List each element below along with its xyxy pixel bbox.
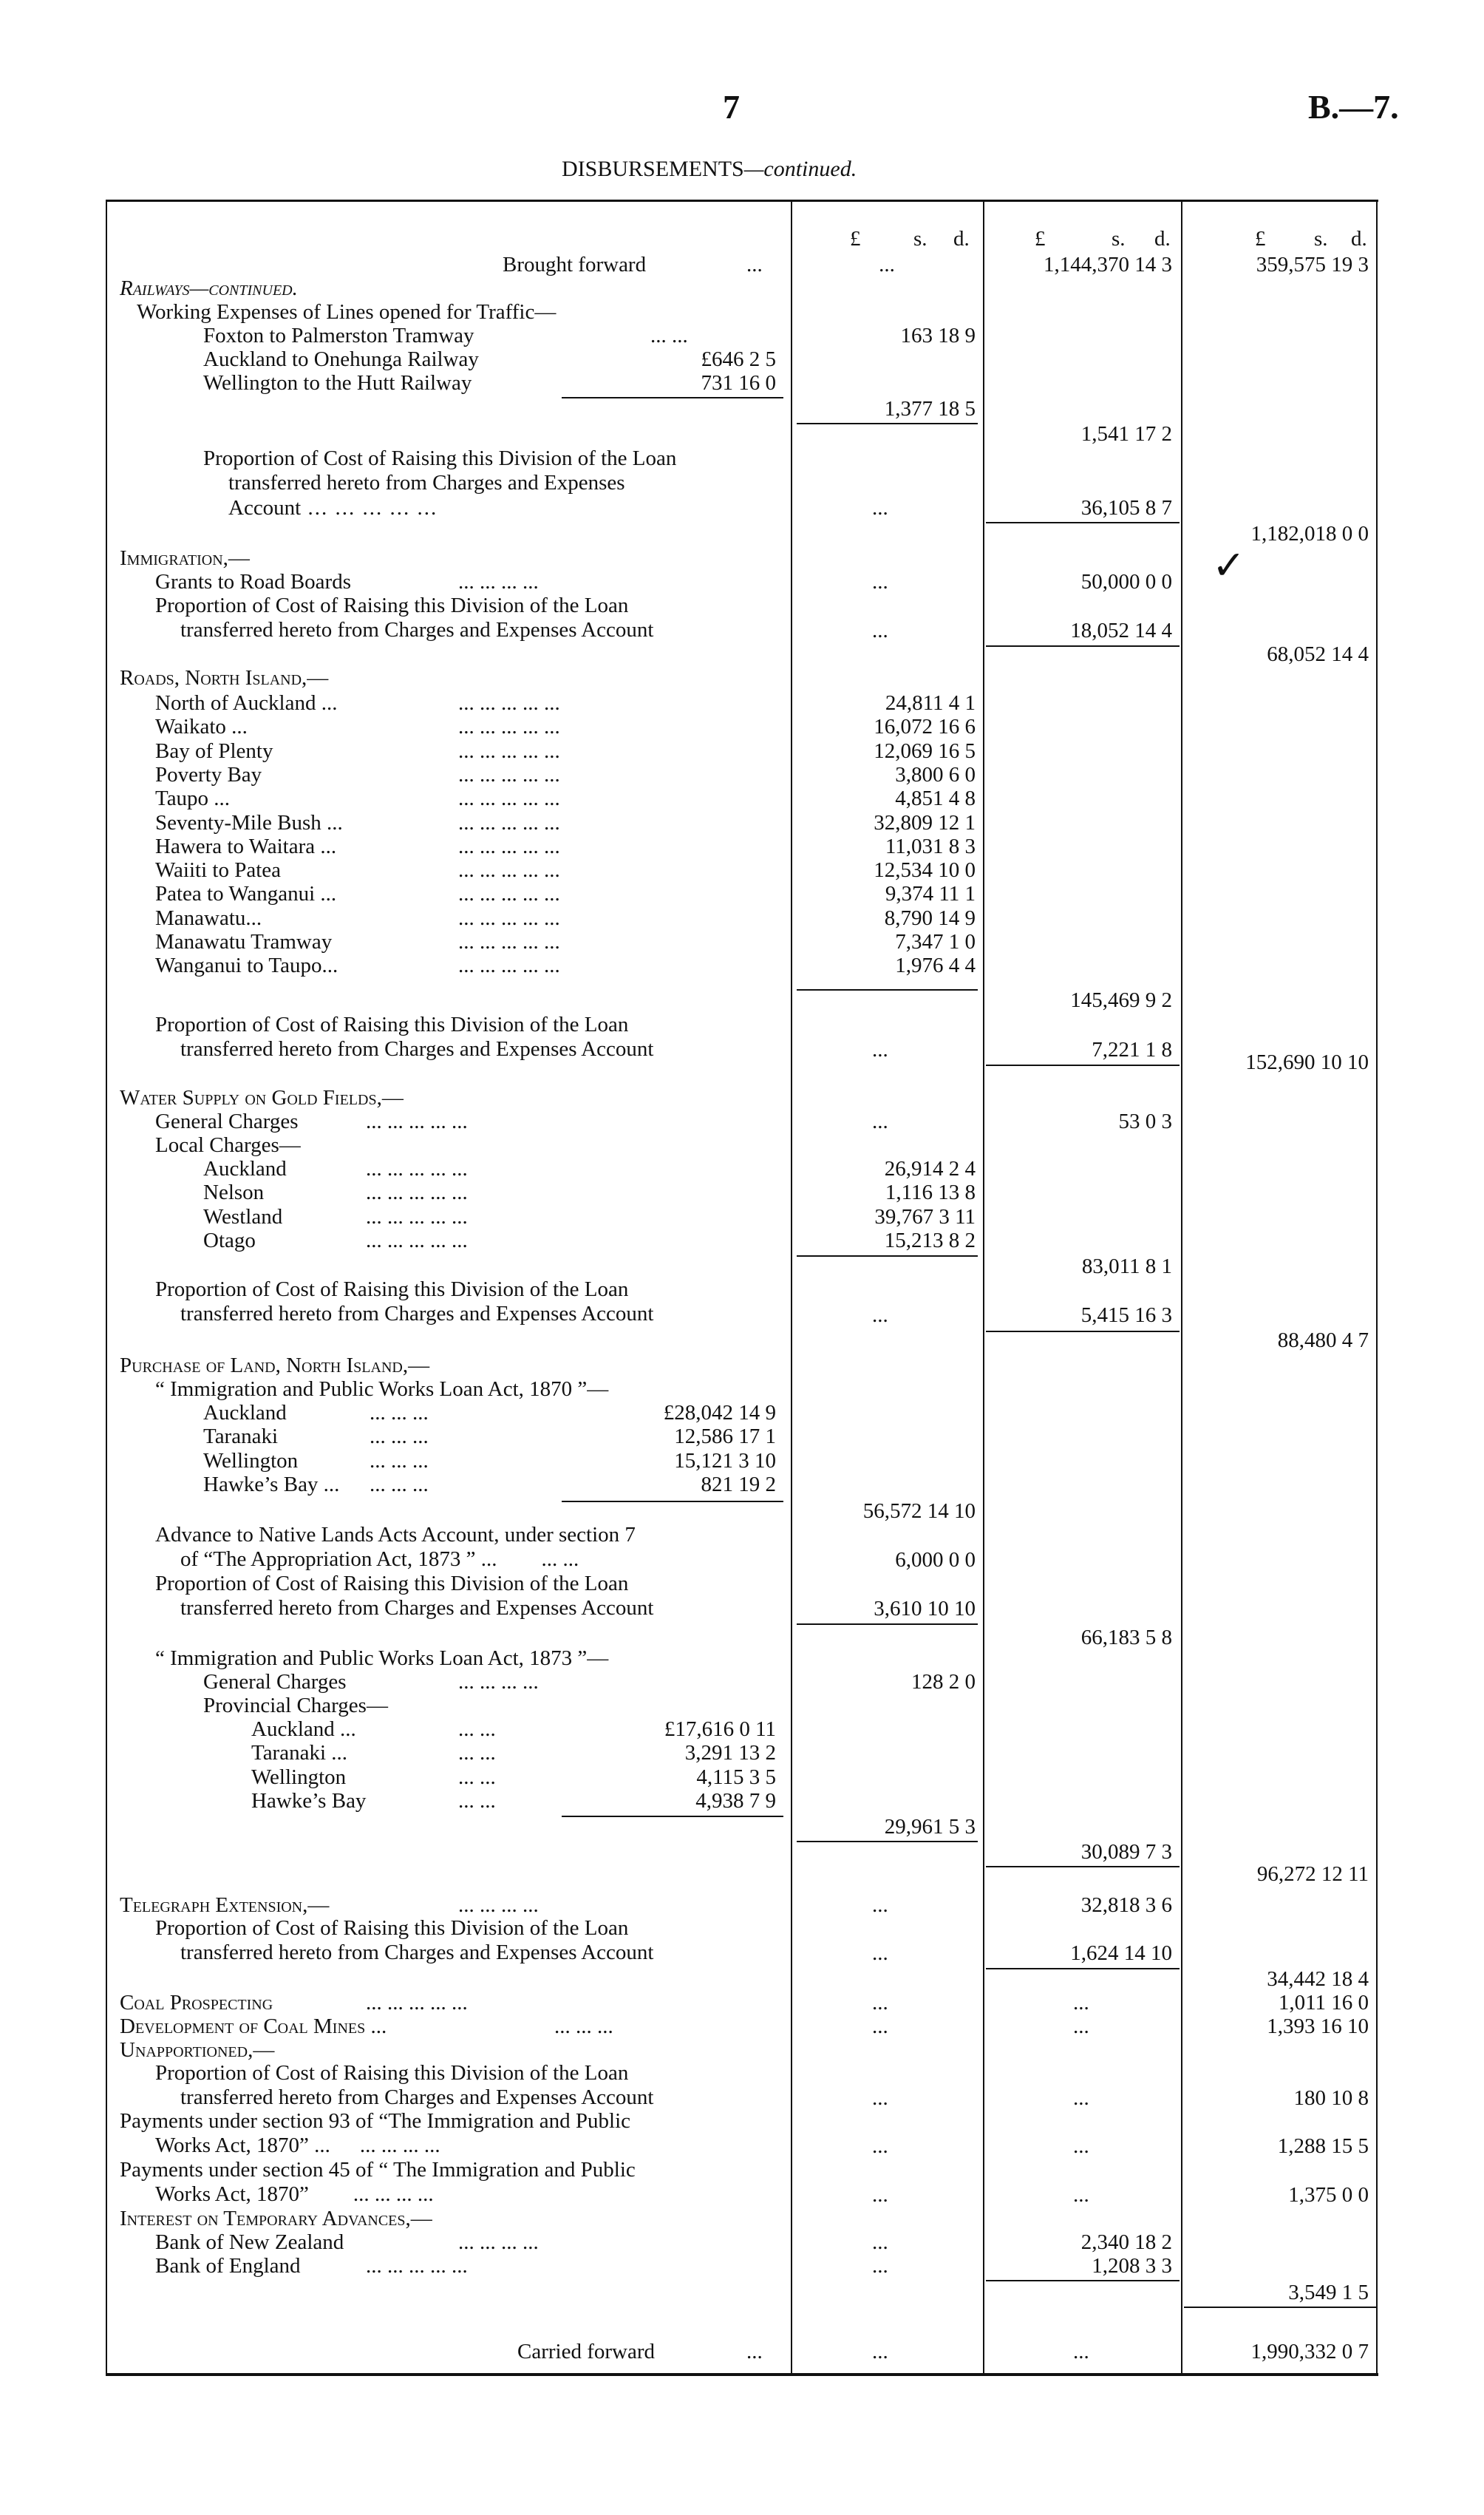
payments93-c1: ...: [872, 2134, 888, 2158]
purchase-sub-c2: 66,183 5 8: [1080, 1626, 1172, 1649]
telegraph-heading: Telegraph Extension,—: [120, 1893, 330, 1917]
roads-item-c1: 1,976 4 4: [895, 954, 976, 978]
water-item-dots: ... ... ... ... ...: [366, 1228, 468, 1252]
interest-nz-c1: ...: [872, 2230, 888, 2254]
telegraph-total-c3: 34,442 18 4: [1267, 1967, 1369, 1991]
purchase-total-c3: 96,272 12 11: [1256, 1862, 1369, 1886]
purchase-1870-item-inner: 15,121 3 10: [674, 1448, 776, 1473]
purchase-1870-item-inner: £28,042 14 9: [663, 1401, 776, 1425]
railways-total-c3: 1,182,018 0 0: [1250, 522, 1369, 546]
immigration-grants-label: Grants to Road Boards: [155, 570, 351, 594]
purchase-1873-item-inner: 4,115 3 5: [696, 1765, 776, 1789]
coal-prospecting-dots: ... ... ... ... ...: [366, 1991, 468, 2015]
water-item-dots: ... ... ... ... ...: [366, 1181, 468, 1205]
page-title: [562, 157, 857, 182]
roads-item-label: North of Auckland ...: [155, 691, 338, 715]
unapportioned-prop-line-1: Proportion of Cost of Raising this Division of the Loan: [155, 2061, 629, 2085]
purchase-1870-sub-c1: 56,572 14 10: [862, 1499, 976, 1523]
roads-item-dots: ... ... ... ... ...: [458, 762, 560, 787]
unapportioned-heading: Unapportioned,—: [120, 2038, 275, 2062]
roads-item-dots: ... ... ... ... ...: [458, 787, 560, 811]
purchase-general-label: General Charges: [203, 1670, 347, 1694]
immigration-grants-c1: ...: [872, 570, 888, 594]
purchase-heading: Purchase of Land, North Island,—: [120, 1354, 430, 1377]
purchase-1873-inner-rule: [562, 1816, 783, 1817]
railways-wellington-label: Wellington to the Hutt Railway: [203, 371, 472, 395]
telegraph-prop-line-1: Proportion of Cost of Raising this Division of the Loan: [155, 1916, 629, 1940]
payments45-c2: ...: [1073, 2183, 1089, 2207]
payments45-act: Works Act, 1870”: [155, 2182, 309, 2206]
col-rule-2: [983, 200, 984, 2373]
purchase-1873-item-label: Auckland ...: [251, 1717, 356, 1741]
roads-item-label: Manawatu Tramway: [155, 930, 333, 954]
railways-prop-account: Account: [228, 496, 302, 520]
water-item-dots: ... ... ... ... ...: [366, 1157, 468, 1181]
purchase-1873-item-label: Taranaki ...: [251, 1741, 348, 1765]
interest-eng-label: Bank of England: [155, 2254, 301, 2278]
roads-item-label: Manawatu...: [155, 906, 262, 930]
purchase-1873-item-dots: ... ...: [458, 1765, 496, 1789]
purchase-1873-item-label: Hawke’s Bay: [251, 1788, 367, 1813]
purchase-1873-c1-rule: [797, 1841, 978, 1842]
roads-item-dots: ... ... ... ... ...: [458, 906, 560, 930]
payments45-dots: ... ... ... ...: [353, 2182, 434, 2206]
purchase-prop-c1: 3,610 10 10: [874, 1597, 976, 1620]
coal-prospecting-c3: 1,011 16 0: [1278, 1991, 1369, 2015]
col2-shilling: s.: [1112, 227, 1126, 251]
table-top-rule: [106, 200, 1378, 202]
telegraph-dots: ... ... ... ...: [458, 1893, 539, 1917]
roads-item-dots: ... ... ... ... ...: [458, 930, 560, 954]
water-item-label: Nelson: [203, 1181, 265, 1205]
purchase-provincial: Provincial Charges—: [203, 1694, 388, 1717]
water-local-heading: Local Charges—: [155, 1133, 301, 1157]
purchase-1873-item-label: Wellington: [251, 1765, 347, 1789]
roads-item-c1: 12,069 16 5: [874, 739, 976, 763]
railways-working: Working Expenses of Lines opened for Traffic—: [137, 300, 556, 324]
roads-item-c1: 8,790 14 9: [884, 906, 976, 930]
interest-c2-rule: [986, 2280, 1180, 2281]
payments93-c2: ...: [1073, 2134, 1089, 2158]
col1-pence: d.: [953, 227, 970, 251]
railways-foxton-label: Foxton to Palmerston Tramway: [203, 324, 474, 347]
unapportioned-c1: ...: [872, 2086, 888, 2110]
purchase-advance-line-1: Advance to Native Lands Acts Account, under section 7: [155, 1523, 636, 1547]
brought-forward-dots: ...: [746, 253, 763, 276]
roads-item-c1: 9,374 11 1: [885, 882, 976, 906]
railways-prop-c1: ...: [872, 496, 888, 520]
roads-item-label: Bay of Plenty: [155, 739, 273, 763]
payments93-line-1: Payments under section 93 of “The Immigration and Public: [120, 2109, 631, 2133]
roads-sub-c2: 145,469 9 2: [1070, 988, 1172, 1012]
purchase-prop-line-1: Proportion of Cost of Raising this Division of the Loan: [155, 1572, 629, 1595]
col3-pence: d.: [1351, 227, 1367, 251]
payments93-line-2: [120, 2134, 777, 2158]
col3-pound: £: [1255, 227, 1266, 251]
purchase-1873-item-dots: ... ...: [458, 1741, 496, 1765]
roads-item-c1: 32,809 12 1: [874, 810, 976, 835]
unapportioned-prop-line-2: transferred hereto from Charges and Expenses Account: [180, 2085, 654, 2109]
immigration-total-c3: 68,052 14 4: [1267, 642, 1369, 666]
coal-mines-c2: ...: [1073, 2015, 1089, 2038]
col1-shilling: s.: [913, 227, 928, 251]
purchase-advance-text: [155, 1523, 813, 1572]
purchase-advance-act: of “The Appropriation Act, 1873 ” ...: [180, 1547, 497, 1571]
water-c2-rule: [986, 1331, 1180, 1332]
brought-forward-c1: ...: [879, 253, 895, 276]
roads-item-dots: ... ... ... ... ...: [458, 739, 560, 763]
interest-eng-dots: ... ... ... ... ...: [366, 2254, 468, 2278]
payments45-line-1: Payments under section 45 of “ The Immigration and Public: [120, 2158, 636, 2182]
roads-item-label: Taupo ...: [155, 787, 231, 811]
title-continued: —continued.: [743, 157, 857, 181]
roads-item-c1: 11,031 8 3: [885, 834, 976, 858]
payments93-text: [120, 2109, 777, 2158]
roads-heading: Roads, North Island,—: [120, 666, 329, 690]
railways-prop-c2: 36,105 8 7: [1080, 496, 1172, 520]
immigration-grants-c2: 50,000 0 0: [1080, 570, 1172, 594]
coal-mines-c3: 1,393 16 10: [1267, 2015, 1369, 2038]
purchase-1873-sub-c2: 30,089 7 3: [1080, 1840, 1172, 1864]
interest-eng-c2: 1,208 3 3: [1092, 2254, 1172, 2278]
roads-total-c3: 152,690 10 10: [1245, 1051, 1369, 1074]
water-item-label: Westland: [203, 1204, 283, 1229]
roads-prop-c2: 7,221 1 8: [1092, 1038, 1172, 1062]
purchase-1873-item-dots: ... ...: [458, 1788, 496, 1813]
purchase-1870-item-dots: ... ... ...: [370, 1472, 429, 1496]
coal-mines-dots: ... ... ...: [554, 2015, 613, 2038]
railways-auckland-label: Auckland to Onehunga Railway: [203, 347, 479, 371]
roads-c2-rule: [986, 1065, 1180, 1066]
unapportioned-prop-text: [155, 2061, 813, 2110]
purchase-c1-rule: [797, 1623, 978, 1625]
railways-inner-rule: [562, 397, 783, 398]
immigration-prop-text: [155, 594, 813, 642]
roads-item-dots: ... ... ... ... ...: [458, 810, 560, 835]
roads-item-dots: ... ... ... ... ...: [458, 715, 560, 739]
coal-mines-c1: ...: [872, 2015, 888, 2038]
water-item-c1: 1,116 13 8: [885, 1181, 976, 1205]
roads-prop-line-1: Proportion of Cost of Raising this Division of the Loan: [155, 1013, 629, 1036]
interest-nz-c2: 2,340 18 2: [1080, 2230, 1172, 2254]
brought-forward-c2: 1,144,370 14 3: [1044, 253, 1172, 276]
payments45-c3: 1,375 0 0: [1288, 2183, 1369, 2207]
interest-nz-label: Bank of New Zealand: [155, 2230, 344, 2254]
roads-item-c1: 7,347 1 0: [895, 930, 976, 954]
roads-item-label: Hawera to Waitara ...: [155, 834, 337, 858]
roads-item-label: Wanganui to Taupo...: [155, 954, 338, 978]
payments93-c3: 1,288 15 5: [1277, 2134, 1369, 2158]
water-general-c1: ...: [872, 1110, 888, 1133]
payments93-dots: ... ... ... ...: [359, 2134, 440, 2157]
purchase-1870-inner-rule: [562, 1501, 783, 1502]
roads-item-c1: 12,534 10 0: [874, 858, 976, 883]
payments45-text: [120, 2158, 777, 2207]
railways-sub-c1: 1,377 18 5: [884, 397, 976, 421]
railways-heading: Railways—continued.: [120, 276, 298, 300]
unapportioned-c2: ...: [1073, 2086, 1089, 2110]
roads-prop-c1: ...: [872, 1038, 888, 1062]
purchase-advance-dots: ... ...: [541, 1547, 579, 1571]
telegraph-prop-line-2: transferred hereto from Charges and Expenses Account: [180, 1941, 654, 1964]
col3-shilling: s.: [1314, 227, 1328, 251]
water-item-label: Auckland: [203, 1157, 287, 1181]
railways-sub-c2: 1,541 17 2: [1080, 422, 1172, 446]
col2-pence: d.: [1154, 227, 1171, 251]
roads-prop-text: [155, 1013, 813, 1062]
interest-total-c3: 3,549 1 5: [1288, 2281, 1369, 2304]
water-prop-text: [155, 1277, 813, 1326]
purchase-1873-item-inner: 4,938 7 9: [695, 1788, 776, 1813]
immigration-prop-line-1: Proportion of Cost of Raising this Division of the Loan: [155, 594, 629, 617]
interest-c3-rule: [1184, 2307, 1376, 2308]
water-sub-c2: 83,011 8 1: [1081, 1255, 1172, 1278]
coal-prospecting-c2: ...: [1073, 1991, 1089, 2015]
railways-c1-rule: [797, 423, 978, 424]
roads-item-c1: 16,072 16 6: [874, 715, 976, 739]
immigration-heading: Immigration,—: [120, 546, 250, 570]
water-prop-c1: ...: [872, 1303, 888, 1327]
railways-prop-line-1: Proportion of Cost of Raising this Division of the Loan: [203, 447, 677, 470]
purchase-1870-item-dots: ... ... ...: [370, 1401, 429, 1425]
immigration-prop-line-2: transferred hereto from Charges and Expenses Account: [180, 618, 654, 642]
railways-c2-rule: [986, 522, 1180, 523]
interest-heading: Interest on Temporary Advances,—: [120, 2207, 432, 2230]
purchase-1873-item-inner: £17,616 0 11: [664, 1717, 776, 1741]
roads-item-c1: 3,800 6 0: [895, 762, 976, 787]
purchase-general-dots: ... ... ... ...: [458, 1670, 539, 1694]
purchase-1870-item-dots: ... ... ...: [370, 1448, 429, 1473]
purchase-1870-item-label: Wellington: [203, 1448, 299, 1473]
carried-forward-label: Carried forward: [517, 2340, 655, 2363]
water-total-c3: 88,480 4 7: [1277, 1328, 1369, 1352]
unapportioned-c3: 180 10 8: [1293, 2086, 1369, 2110]
col2-pound: £: [1035, 227, 1046, 251]
table-bottom-rule: [106, 2373, 1378, 2376]
immigration-grants-dots: ... ... ... ...: [458, 570, 539, 594]
roads-prop-line-2: transferred hereto from Charges and Expenses Account: [180, 1037, 654, 1061]
immigration-c2-rule: [986, 645, 1180, 647]
immigration-prop-c2: 18,052 14 4: [1070, 619, 1172, 642]
carried-forward-c3: 1,990,332 0 7: [1250, 2340, 1369, 2363]
check-mark-icon: ✓: [1212, 543, 1246, 588]
railways-prop-line-2: transferred hereto from Charges and Expenses: [228, 471, 625, 495]
water-general-c2: 53 0 3: [1118, 1110, 1172, 1133]
telegraph-prop-text: [155, 1916, 813, 1965]
water-general-dots: ... ... ... ... ...: [366, 1110, 468, 1133]
railways-wellington-inner: 731 16 0: [701, 371, 776, 395]
purchase-act1873: “ Immigration and Public Works Loan Act, 1873 ”—: [155, 1646, 609, 1670]
payments45-line-2: [120, 2182, 777, 2207]
immigration-prop-c1: ...: [872, 619, 888, 642]
water-item-c1: 26,914 2 4: [884, 1157, 976, 1181]
purchase-1873-item-inner: 3,291 13 2: [684, 1741, 776, 1765]
water-c1-rule: [797, 1255, 978, 1257]
railways-prop-line-3: [203, 495, 780, 520]
col-rule-left: [106, 200, 107, 2373]
page-number: 7: [723, 88, 740, 126]
purchase-general-c1: 128 2 0: [911, 1670, 976, 1694]
interest-eng-c1: ...: [872, 2254, 888, 2278]
purchase-act1870: “ Immigration and Public Works Loan Act, 1870 ”—: [155, 1377, 609, 1401]
roads-item-label: Seventy-Mile Bush ...: [155, 810, 343, 835]
railways-prop-text: [203, 447, 780, 520]
col1-pound: £: [850, 227, 861, 251]
telegraph-prop-c2: 1,624 14 10: [1070, 1941, 1172, 1965]
col-rule-3: [1181, 200, 1182, 2373]
railways-foxton-c1: 163 18 9: [900, 324, 976, 347]
purchase-prop-text: [155, 1572, 813, 1620]
purchase-1870-item-label: Auckland: [203, 1401, 287, 1425]
roads-item-c1: 4,851 4 8: [895, 787, 976, 811]
water-item-c1: 15,213 8 2: [884, 1228, 976, 1252]
railways-foxton-dots: ... ...: [650, 324, 688, 347]
purchase-advance-line-2: [155, 1547, 813, 1572]
purchase-1870-item-label: Hawke’s Bay ...: [203, 1472, 340, 1496]
roads-item-label: Patea to Wanganui ...: [155, 882, 337, 906]
roads-item-dots: ... ... ... ... ...: [458, 834, 560, 858]
purchase-1873-sub-c1: 29,961 5 3: [884, 1815, 976, 1839]
roads-item-dots: ... ... ... ... ...: [458, 882, 560, 906]
roads-item-dots: ... ... ... ... ...: [458, 954, 560, 978]
purchase-1870-item-inner: 821 19 2: [701, 1472, 776, 1496]
payments45-c1: ...: [872, 2183, 888, 2207]
water-item-dots: ... ... ... ... ...: [366, 1204, 468, 1229]
coal-mines-label: Development of Coal Mines ...: [120, 2015, 387, 2038]
railways-prop-dots: ... ... ... ... ...: [301, 496, 438, 520]
brought-forward-c3: 359,575 19 3: [1256, 253, 1369, 276]
purchase-c2-rule: [986, 1866, 1180, 1867]
payments93-act: Works Act, 1870” ...: [155, 2134, 330, 2157]
telegraph-c2-rule: [986, 1968, 1180, 1969]
railways-auckland-inner: £646 2 5: [701, 347, 776, 371]
water-item-c1: 39,767 3 11: [874, 1204, 976, 1229]
telegraph-c2: 32,818 3 6: [1080, 1893, 1172, 1917]
telegraph-prop-c1: ...: [872, 1941, 888, 1965]
brought-forward-label: Brought forward: [503, 253, 647, 276]
purchase-1870-item-inner: 12,586 17 1: [674, 1425, 776, 1449]
purchase-1870-item-label: Taranaki: [203, 1425, 279, 1449]
roads-item-dots: ... ... ... ... ...: [458, 691, 560, 715]
water-prop-line-2: transferred hereto from Charges and Expenses Account: [180, 1302, 654, 1326]
carried-forward-c2: ...: [1073, 2340, 1089, 2363]
water-item-label: Otago: [203, 1228, 256, 1252]
water-general-label: General Charges: [155, 1110, 299, 1133]
telegraph-c1: ...: [872, 1893, 888, 1917]
purchase-advance-c1: 6,000 0 0: [895, 1548, 976, 1572]
carried-forward-dots: ...: [746, 2340, 763, 2363]
roads-item-c1: 24,811 4 1: [885, 691, 976, 715]
roads-item-label: Waiiti to Patea: [155, 858, 282, 883]
title-text: DISBURSEMENTS: [562, 157, 744, 181]
carried-forward-c1: ...: [872, 2340, 888, 2363]
roads-item-dots: ... ... ... ... ...: [458, 858, 560, 883]
coal-prospecting-label: Coal Prospecting: [120, 1991, 273, 2015]
water-heading: Water Supply on Gold Fields,—: [120, 1086, 404, 1110]
water-prop-line-1: Proportion of Cost of Raising this Division of the Loan: [155, 1277, 629, 1301]
purchase-1870-item-dots: ... ... ...: [370, 1425, 429, 1449]
purchase-1873-item-dots: ... ...: [458, 1717, 496, 1741]
page-code: B.—7.: [1308, 88, 1399, 126]
roads-item-label: Waikato ...: [155, 715, 248, 739]
roads-c1-rule: [797, 989, 978, 991]
purchase-prop-line-2: transferred hereto from Charges and Expenses Account: [180, 1596, 654, 1620]
water-prop-c2: 5,415 16 3: [1080, 1303, 1172, 1327]
coal-prospecting-c1: ...: [872, 1991, 888, 2015]
col-rule-right: [1376, 200, 1378, 2373]
roads-item-label: Poverty Bay: [155, 762, 262, 787]
interest-nz-dots: ... ... ... ...: [458, 2230, 539, 2254]
